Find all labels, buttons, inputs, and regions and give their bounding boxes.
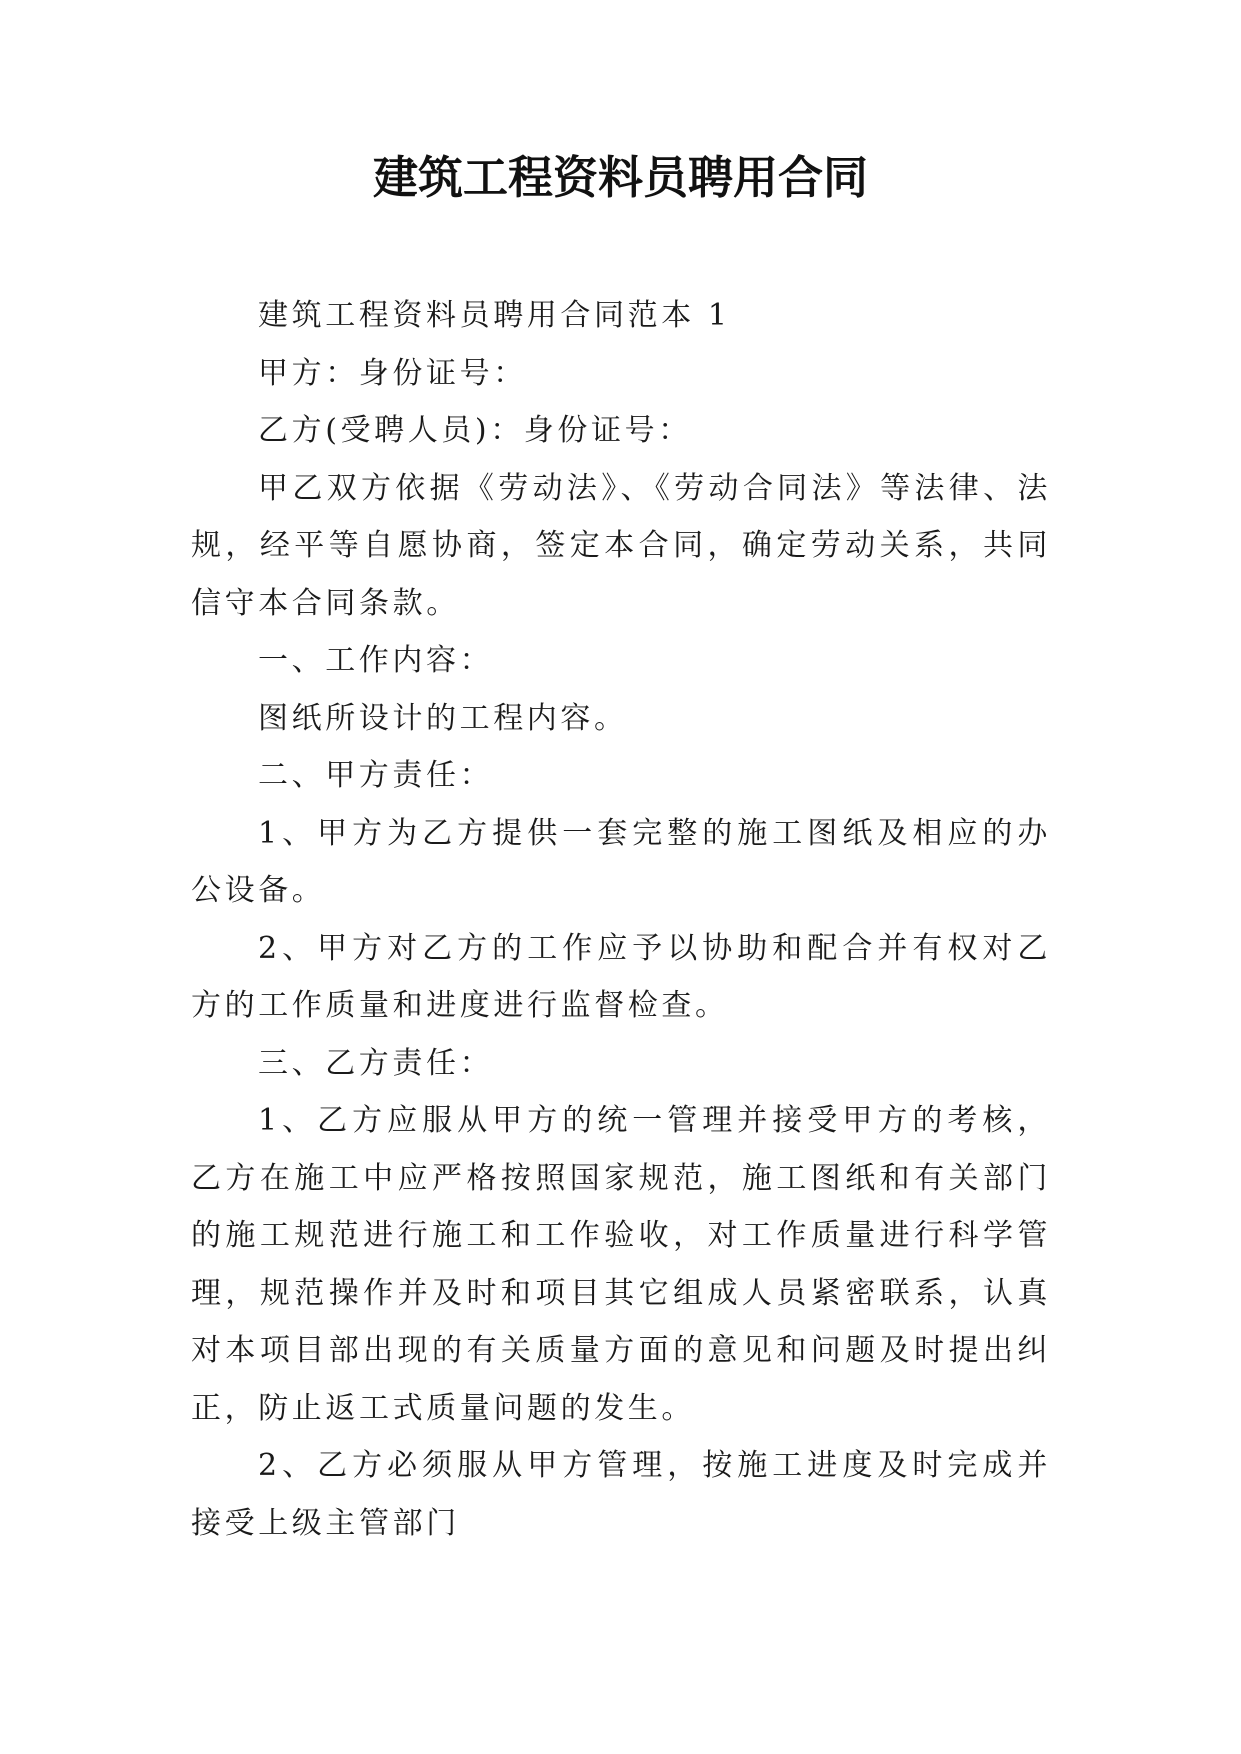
- paragraph-sample-heading: 建筑工程资料员聘用合同范本 1: [258, 298, 731, 333]
- section-heading-work-content: 一、工作内容：: [258, 643, 494, 678]
- paragraph-party-a-duty-1: 1、甲方为乙方提供一套完整的施工图纸及相应的办公设备。: [191, 815, 1051, 908]
- section-heading-party-a-duties: 二、甲方责任：: [258, 758, 494, 793]
- paragraph-party-a-duty-2: 2、甲方对乙方的工作应予以协助和配合并有权对乙方的工作质量和进度进行监督检查。: [191, 930, 1051, 1023]
- document-body: [191, 287, 1051, 1552]
- paragraph-party-b: 乙方(受聘人员)：身份证号：: [258, 413, 692, 448]
- paragraph-preamble: 甲乙双方依据《劳动法》、《劳动合同法》等法律、法规，经平等自愿协商，签定本合同，确定劳动关系，共同信守本合同条款。: [191, 470, 1051, 621]
- section-heading-party-b-duties: 三、乙方责任：: [258, 1045, 494, 1081]
- paragraph-work-content: 图纸所设计的工程内容。: [258, 700, 628, 736]
- paragraph-party-b-duty-1: 1、乙方应服从甲方的统一管理并接受甲方的考核，乙方在施工中应严格按照国家规范，施工图纸和有关部门的施工规范进行施工和工作验收，对工作质量进行科学管理，规范操作并及时和项目其它组成人员紧密联系，认真对本项目部出现的有关质量方面的意见和问题及时提出纠正，防止返工式质量问题的发生。: [191, 1103, 1051, 1426]
- paragraph-party-b-duty-2: 2、乙方必须服从甲方管理，按施工进度及时完成并接受上级主管部门: [191, 1448, 1051, 1541]
- paragraph-party-a: 甲方：身份证号：: [258, 355, 527, 391]
- document-title: 建筑工程资料员聘用合同: [372, 151, 868, 204]
